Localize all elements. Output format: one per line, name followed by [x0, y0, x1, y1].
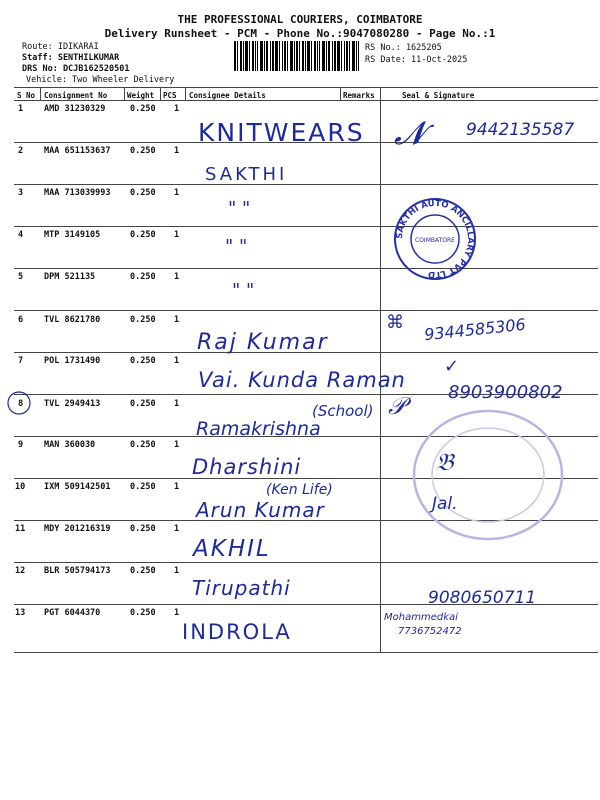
column-header-seal: Seal & Signature	[402, 91, 475, 100]
row-sno: 11	[15, 524, 26, 534]
row-weight: 0.250	[130, 608, 156, 618]
seal-center-text: COIMBATORE	[415, 237, 455, 244]
column-header-remarks: Remarks	[343, 91, 375, 100]
row-weight: 0.250	[130, 188, 156, 198]
row-sno: 6	[18, 315, 24, 325]
row-pcs: 1	[174, 566, 180, 576]
row-weight: 0.250	[130, 315, 156, 325]
row-weight: 0.250	[130, 399, 156, 409]
table-top-border	[14, 87, 598, 88]
row-consignment: MAN 360030	[44, 440, 96, 450]
handwritten-consignee-12: Tirupathi	[192, 576, 291, 600]
document-subtitle: Delivery Runsheet - PCM - Phone No.:9047080280 - Page No.:1	[104, 27, 496, 40]
row-weight: 0.250	[130, 230, 156, 240]
signature-mark: Jal.	[432, 494, 458, 514]
row-consignment: MDY 201216319	[44, 524, 111, 534]
handwritten-phone-6: 9344585306	[423, 314, 527, 345]
row-weight: 0.250	[130, 440, 156, 450]
signature-mark: 𝓝	[394, 114, 425, 152]
rs-number: RS No.: 1625205	[365, 43, 442, 53]
row-pcs: 1	[174, 608, 180, 618]
header-bottom-border	[14, 100, 598, 101]
handwritten-consignee-13: INDROLA	[182, 620, 292, 644]
signature-mark: ⌘	[386, 312, 404, 333]
column-header-pcs: PCS	[163, 91, 177, 100]
column-divider	[40, 87, 41, 100]
row-pcs: 1	[174, 315, 180, 325]
row-sno: 9	[18, 440, 24, 450]
seal-ring-text: SAKTHI AUTO ANCILLARY PVT LTD	[394, 198, 476, 280]
table-bottom-border	[14, 652, 598, 653]
row-weight: 0.250	[130, 566, 156, 576]
vehicle-label: Vehicle: Two Wheeler Delivery	[26, 75, 175, 85]
row-consignment: IXM 509142501	[44, 482, 111, 492]
column-header-consignment: Consignment No	[44, 91, 108, 100]
row-consignment: MAA 651153637	[44, 146, 111, 156]
signature-mark: 𝒫	[388, 392, 406, 420]
row-pcs: 1	[174, 399, 180, 409]
handwritten-receiver-phone: 7736752472	[398, 626, 462, 637]
staff-label: Staff: SENTHILKUMAR	[22, 53, 120, 63]
row-sno: 3	[18, 188, 24, 198]
row-consignment: MAA 713039993	[44, 188, 111, 198]
row-weight: 0.250	[130, 104, 156, 114]
row-pcs: 1	[174, 356, 180, 366]
row-consignment: TVL 2949413	[44, 399, 101, 409]
row-consignment: MTP 3149105	[44, 230, 101, 240]
handwritten-ditto-5: " "	[232, 280, 255, 301]
row-consignment: PGT 6044370	[44, 608, 101, 618]
handwritten-consignee-10: Arun Kumar	[196, 498, 325, 522]
column-header-weight: Weight	[127, 91, 155, 100]
row-consignment: DPM 521135	[44, 272, 96, 282]
row-weight: 0.250	[130, 524, 156, 534]
column-divider	[124, 87, 125, 100]
handwritten-phone-12: 9080650711	[428, 588, 537, 608]
row-pcs: 1	[174, 188, 180, 198]
row-consignment: BLR 505794173	[44, 566, 111, 576]
handwritten-note-10: (Ken Life)	[266, 482, 333, 498]
row-consignment: AMD 31230329	[44, 104, 106, 114]
handwritten-consignee-8: Ramakrishna	[196, 418, 321, 440]
row-separator	[14, 310, 598, 311]
rs-date: RS Date: 11-Oct-2025	[365, 55, 468, 65]
row-separator	[14, 184, 598, 185]
handwritten-consignee-6: Raj Kumar	[197, 330, 329, 355]
row-weight: 0.250	[130, 146, 156, 156]
row-sno: 13	[15, 608, 26, 618]
row-pcs: 1	[174, 524, 180, 534]
row-sno: 8	[18, 399, 24, 409]
column-divider	[340, 87, 341, 100]
row-pcs: 1	[174, 272, 180, 282]
row-consignment: TVL 8621780	[44, 315, 101, 325]
row-sno: 7	[18, 356, 24, 366]
handwritten-receiver-name: Mohammedkai	[384, 612, 458, 623]
row-sno: 4	[18, 230, 24, 240]
handwritten-ditto-3: " "	[228, 198, 251, 219]
handwritten-phone-1: 9442135587	[466, 120, 575, 140]
row-separator	[14, 562, 598, 563]
route-label: Route: IDIKARAI	[22, 42, 99, 52]
handwritten-phone-7: 8903900802	[448, 382, 563, 403]
handwritten-consignee-7: Vai. Kunda Raman	[198, 368, 406, 392]
handwritten-consignee-2: SAKTHI	[205, 164, 288, 185]
row-sno: 12	[15, 566, 26, 576]
column-divider	[160, 87, 161, 100]
column-divider	[185, 87, 186, 100]
column-header-sno: S No	[17, 91, 36, 100]
handwritten-consignee-9: Dharshini	[192, 455, 302, 479]
row-sno: 2	[18, 146, 24, 156]
row-pcs: 1	[174, 104, 180, 114]
handwritten-consignee-11: AKHIL	[193, 536, 271, 562]
row-weight: 0.250	[130, 272, 156, 282]
document-title: THE PROFESSIONAL COURIERS, COIMBATORE	[177, 13, 423, 26]
row-weight: 0.250	[130, 356, 156, 366]
row-pcs: 1	[174, 482, 180, 492]
row-separator	[14, 226, 598, 227]
row-consignment: POL 1731490	[44, 356, 101, 366]
row-8-circle-mark	[4, 389, 34, 417]
row-sno: 1	[18, 104, 24, 114]
row-pcs: 1	[174, 146, 180, 156]
company-seal	[392, 196, 478, 282]
barcode	[234, 41, 359, 71]
row-weight: 0.250	[130, 482, 156, 492]
row-separator	[14, 268, 598, 269]
faint-stamp	[408, 405, 568, 545]
signature-mark: 𝔅	[436, 448, 454, 476]
handwritten-consignee-1: KNITWEARS	[198, 118, 365, 147]
row-sno: 10	[15, 482, 26, 492]
drs-number: DRS No: DCJB162520501	[22, 64, 130, 74]
handwritten-ditto-4: " "	[225, 236, 248, 257]
row-pcs: 1	[174, 440, 180, 450]
row-sno: 5	[18, 272, 24, 282]
handwritten-note-8: (School)	[312, 402, 374, 420]
signature-mark: ✓	[444, 356, 460, 377]
row-pcs: 1	[174, 230, 180, 240]
column-header-consignee: Consignee Details	[189, 91, 266, 100]
